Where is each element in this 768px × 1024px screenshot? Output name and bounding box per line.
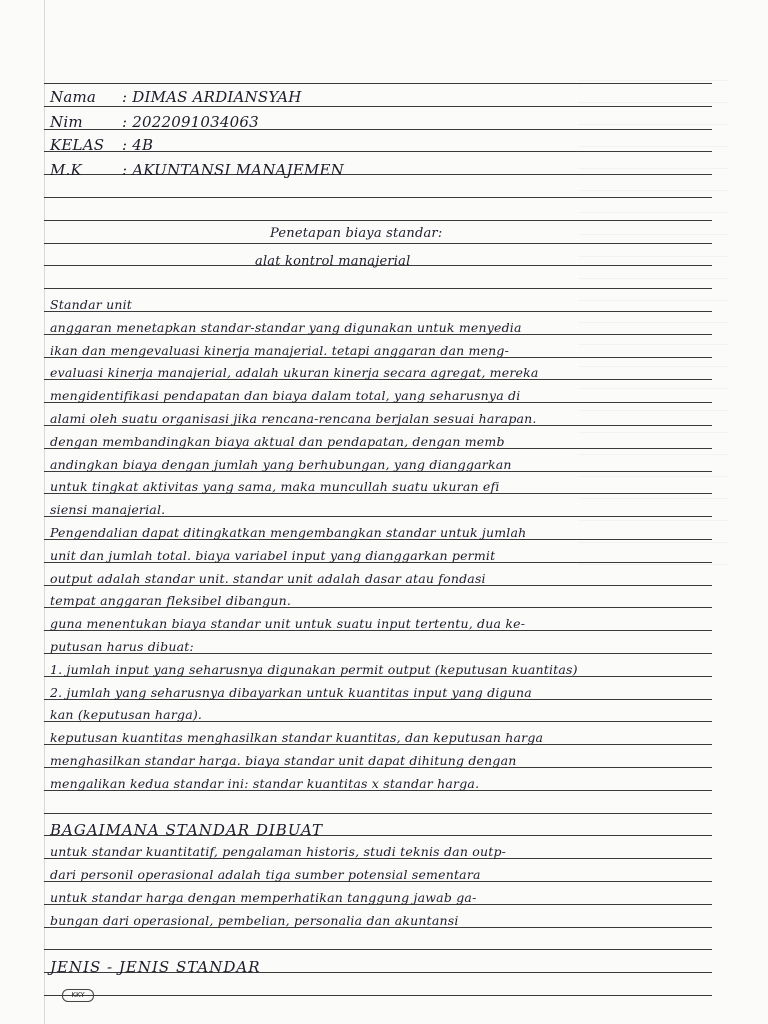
ruled-line bbox=[44, 106, 712, 107]
nim-label: Nim bbox=[50, 113, 83, 131]
bleed-through-texture bbox=[578, 80, 728, 580]
name-value: : DIMAS ARDIANSYAH bbox=[122, 88, 302, 106]
ruled-line bbox=[44, 83, 712, 84]
mk-label: M.K bbox=[50, 161, 82, 179]
text-line: untuk tingkat aktivitas yang sama, maka muncullah suatu ukuran efi bbox=[50, 479, 500, 494]
ruled-line bbox=[44, 220, 712, 221]
text-line: siensi manajerial. bbox=[50, 502, 166, 517]
text-line: ikan dan mengevaluasi kinerja manajerial. tetapi anggaran dan meng- bbox=[50, 343, 510, 358]
header-mk-row bbox=[50, 161, 344, 179]
margin-line bbox=[44, 0, 45, 1024]
text-line: tempat anggaran fleksibel dibangun. bbox=[50, 593, 292, 608]
ruled-line bbox=[44, 995, 712, 996]
name-label: Nama bbox=[50, 88, 97, 106]
ruled-line bbox=[44, 197, 712, 198]
header-kelas-row bbox=[50, 136, 153, 154]
text-line: anggaran menetapkan standar-standar yang digunakan untuk menyedia bbox=[50, 320, 522, 335]
text-line: putusan harus dibuat: bbox=[50, 639, 194, 654]
text-line: 2. jumlah yang seharusnya dibayarkan untuk kuantitas input yang diguna bbox=[50, 685, 532, 700]
nim-value: : 2022091034063 bbox=[122, 113, 259, 131]
text-line: BAGAIMANA STANDAR DIBUAT bbox=[50, 821, 324, 839]
header-name-row bbox=[50, 88, 302, 106]
text-line: dari personil operasional adalah tiga sumber potensial sementara bbox=[50, 867, 481, 882]
text-line: mengalikan kedua standar ini: standar kuantitas x standar harga. bbox=[50, 776, 480, 791]
title-line-1: Penetapan biaya standar: bbox=[270, 226, 443, 241]
header-nim-row bbox=[50, 113, 259, 131]
title-line-2: alat kontrol manajerial bbox=[255, 254, 411, 269]
text-line: unit dan jumlah total. biaya variabel input yang dianggarkan permit bbox=[50, 548, 496, 563]
text-line: evaluasi kinerja manajerial, adalah ukuran kinerja secara agregat, mereka bbox=[50, 365, 539, 380]
ruled-line bbox=[44, 949, 712, 950]
text-line: Pengendalian dapat ditingkatkan mengembangkan standar untuk jumlah bbox=[50, 525, 527, 540]
kelas-value: : 4B bbox=[122, 136, 154, 154]
text-line: keputusan kuantitas menghasilkan standar kuantitas, dan keputusan harga bbox=[50, 730, 544, 745]
mk-value: : AKUNTANSI MANAJEMEN bbox=[122, 161, 344, 179]
text-line: guna menentukan biaya standar unit untuk suatu input tertentu, dua ke- bbox=[50, 616, 526, 631]
text-line: andingkan biaya dengan jumlah yang berhubungan, yang dianggarkan bbox=[50, 457, 512, 472]
text-line: menghasilkan standar harga. biaya standar unit dapat dihitung dengan bbox=[50, 753, 517, 768]
text-line: Standar unit bbox=[50, 297, 133, 312]
text-line: 1. jumlah input yang seharusnya digunakan permit output (keputusan kuantitas) bbox=[50, 662, 578, 677]
text-line: untuk standar harga dengan memperhatikan tanggung jawab ga- bbox=[50, 890, 477, 905]
text-line: output adalah standar unit. standar unit adalah dasar atau fondasi bbox=[50, 571, 486, 586]
text-line: kan (keputusan harga). bbox=[50, 707, 203, 722]
ruled-line bbox=[44, 311, 712, 312]
ruled-line bbox=[44, 288, 712, 289]
text-line: mengidentifikasi pendapatan dan biaya dalam total, yang seharusnya di bbox=[50, 388, 521, 403]
text-line: bungan dari operasional, pembelian, personalia dan akuntansi bbox=[50, 913, 459, 928]
page-stamp: KKY bbox=[62, 989, 94, 1002]
kelas-label: KELAS bbox=[50, 136, 105, 154]
ruled-line bbox=[44, 813, 712, 814]
text-line: dengan membandingkan biaya aktual dan pendapatan, dengan memb bbox=[50, 434, 505, 449]
text-line: alami oleh suatu organisasi jika rencana-rencana berjalan sesuai harapan. bbox=[50, 411, 537, 426]
text-line: untuk standar kuantitatif, pengalaman historis, studi teknis dan outp- bbox=[50, 844, 507, 859]
text-line: JENIS - JENIS STANDAR bbox=[50, 958, 261, 976]
ruled-line bbox=[44, 243, 712, 244]
